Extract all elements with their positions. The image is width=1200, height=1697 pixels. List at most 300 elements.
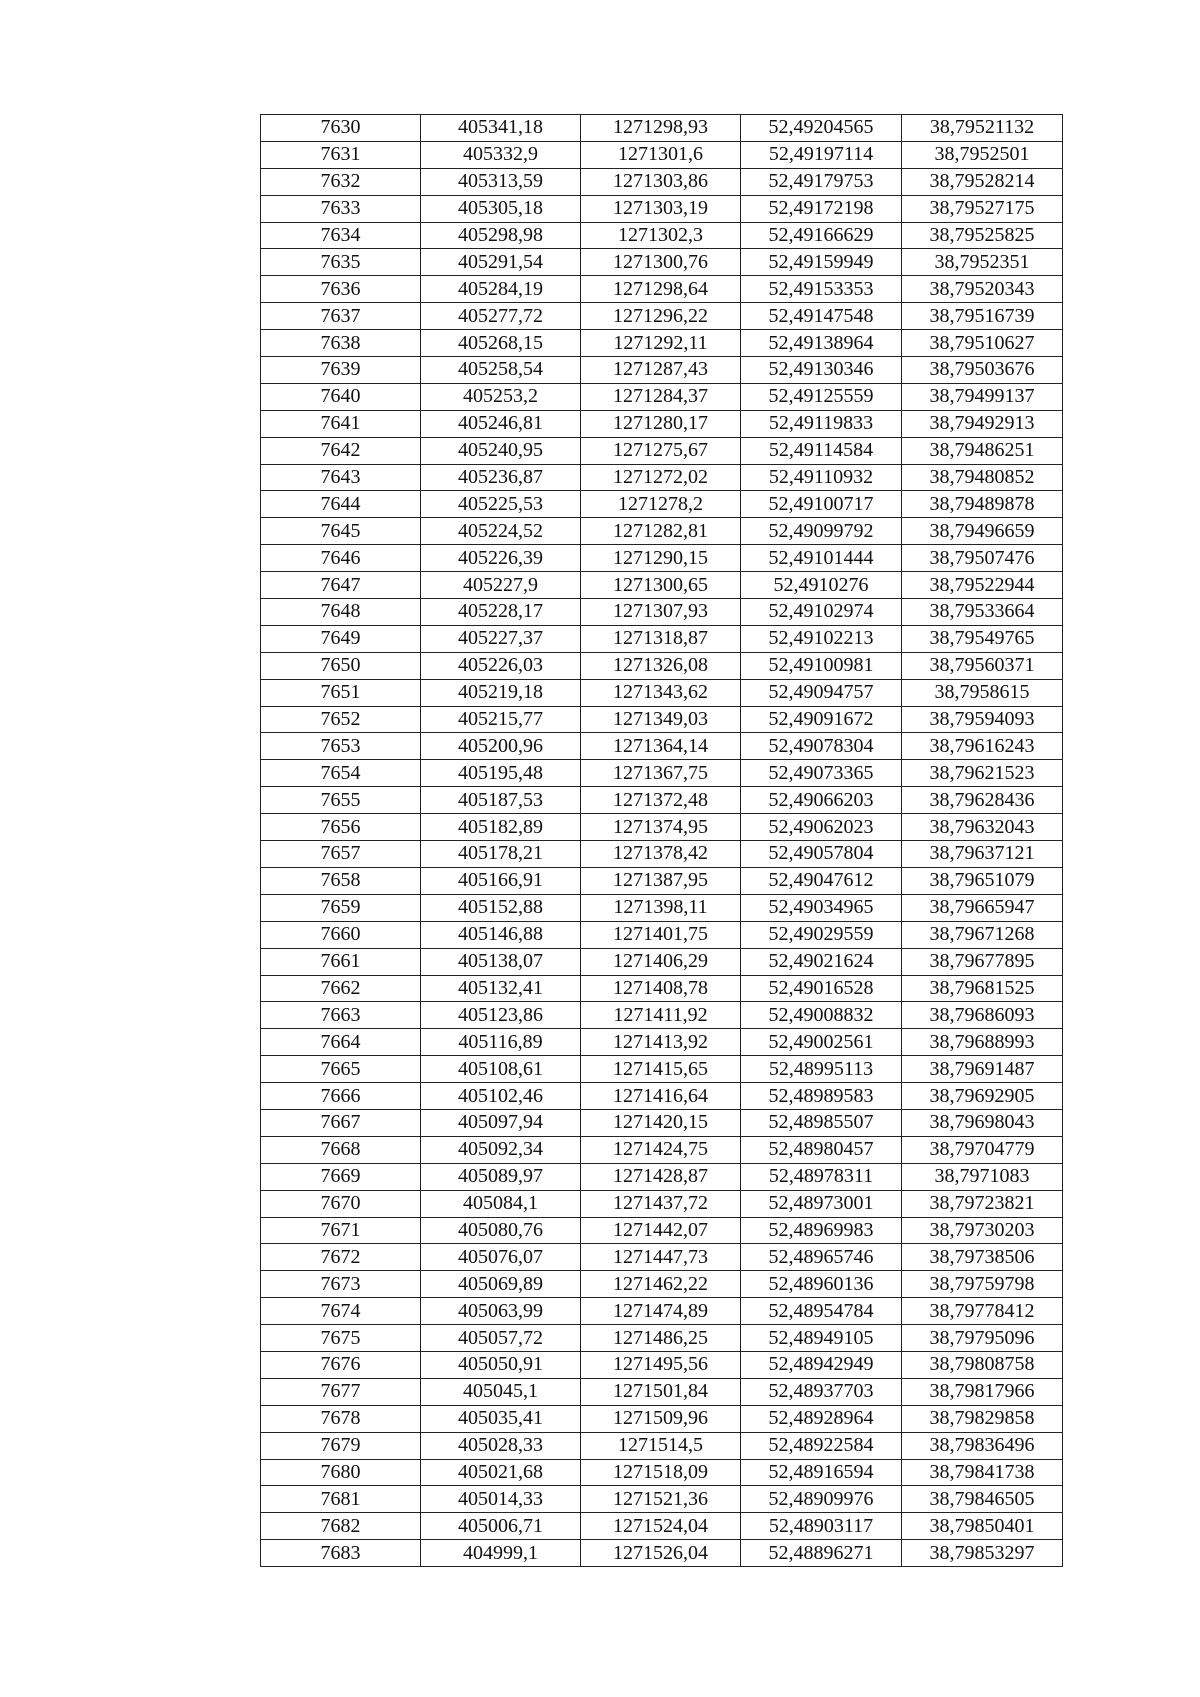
point-number-cell: 7675 xyxy=(261,1325,421,1352)
point-number-cell: 7659 xyxy=(261,894,421,921)
table-row xyxy=(261,1378,1063,1405)
x-coordinate-cell: 405146,88 xyxy=(421,921,581,948)
x-coordinate-cell: 405028,33 xyxy=(421,1432,581,1459)
y-coordinate-cell: 1271416,64 xyxy=(581,1083,741,1110)
y-coordinate-cell: 1271301,6 xyxy=(581,141,741,168)
table-row xyxy=(261,195,1063,222)
latitude-cell: 52,49029559 xyxy=(741,921,902,948)
longitude-cell: 38,79525825 xyxy=(902,222,1063,249)
point-number-cell: 7667 xyxy=(261,1109,421,1136)
longitude-cell: 38,79527175 xyxy=(902,195,1063,222)
y-coordinate-cell: 1271401,75 xyxy=(581,921,741,948)
x-coordinate-cell: 405006,71 xyxy=(421,1513,581,1540)
longitude-cell: 38,79836496 xyxy=(902,1432,1063,1459)
x-coordinate-cell: 405219,18 xyxy=(421,679,581,706)
y-coordinate-cell: 1271349,03 xyxy=(581,706,741,733)
table-row xyxy=(261,1271,1063,1298)
latitude-cell: 52,49094757 xyxy=(741,679,902,706)
table-row xyxy=(261,921,1063,948)
x-coordinate-cell: 405332,9 xyxy=(421,141,581,168)
x-coordinate-cell: 405236,87 xyxy=(421,464,581,491)
point-number-cell: 7681 xyxy=(261,1486,421,1513)
point-number-cell: 7633 xyxy=(261,195,421,222)
y-coordinate-cell: 1271372,48 xyxy=(581,787,741,814)
latitude-cell: 52,48928964 xyxy=(741,1405,902,1432)
x-coordinate-cell: 405195,48 xyxy=(421,760,581,787)
point-number-cell: 7634 xyxy=(261,222,421,249)
y-coordinate-cell: 1271524,04 xyxy=(581,1513,741,1540)
y-coordinate-cell: 1271292,11 xyxy=(581,330,741,357)
point-number-cell: 7643 xyxy=(261,464,421,491)
longitude-cell: 38,79817966 xyxy=(902,1378,1063,1405)
point-number-cell: 7665 xyxy=(261,1056,421,1083)
y-coordinate-cell: 1271378,42 xyxy=(581,841,741,868)
longitude-cell: 38,79665947 xyxy=(902,894,1063,921)
latitude-cell: 52,49062023 xyxy=(741,814,902,841)
x-coordinate-cell: 405045,1 xyxy=(421,1378,581,1405)
point-number-cell: 7632 xyxy=(261,168,421,195)
latitude-cell: 52,49172198 xyxy=(741,195,902,222)
longitude-cell: 38,79594093 xyxy=(902,706,1063,733)
x-coordinate-cell: 405057,72 xyxy=(421,1325,581,1352)
y-coordinate-cell: 1271298,64 xyxy=(581,276,741,303)
x-coordinate-cell: 405228,17 xyxy=(421,599,581,626)
table-row xyxy=(261,437,1063,464)
table-row xyxy=(261,249,1063,276)
latitude-cell: 52,48903117 xyxy=(741,1513,902,1540)
table-row xyxy=(261,491,1063,518)
latitude-cell: 52,49159949 xyxy=(741,249,902,276)
longitude-cell: 38,79521132 xyxy=(902,115,1063,142)
longitude-cell: 38,79496659 xyxy=(902,518,1063,545)
y-coordinate-cell: 1271296,22 xyxy=(581,303,741,330)
table-row xyxy=(261,1244,1063,1271)
longitude-cell: 38,79616243 xyxy=(902,733,1063,760)
y-coordinate-cell: 1271364,14 xyxy=(581,733,741,760)
longitude-cell: 38,79686093 xyxy=(902,1002,1063,1029)
table-row xyxy=(261,410,1063,437)
point-number-cell: 7658 xyxy=(261,867,421,894)
latitude-cell: 52,49091672 xyxy=(741,706,902,733)
latitude-cell: 52,48960136 xyxy=(741,1271,902,1298)
point-number-cell: 7631 xyxy=(261,141,421,168)
point-number-cell: 7680 xyxy=(261,1459,421,1486)
x-coordinate-cell: 405253,2 xyxy=(421,383,581,410)
x-coordinate-cell: 405246,81 xyxy=(421,410,581,437)
latitude-cell: 52,49021624 xyxy=(741,948,902,975)
latitude-cell: 52,49099792 xyxy=(741,518,902,545)
latitude-cell: 52,48954784 xyxy=(741,1298,902,1325)
table-row xyxy=(261,1298,1063,1325)
table-row xyxy=(261,814,1063,841)
y-coordinate-cell: 1271278,2 xyxy=(581,491,741,518)
longitude-cell: 38,79778412 xyxy=(902,1298,1063,1325)
point-number-cell: 7682 xyxy=(261,1513,421,1540)
y-coordinate-cell: 1271411,92 xyxy=(581,1002,741,1029)
y-coordinate-cell: 1271387,95 xyxy=(581,867,741,894)
longitude-cell: 38,79850401 xyxy=(902,1513,1063,1540)
longitude-cell: 38,79499137 xyxy=(902,383,1063,410)
x-coordinate-cell: 405084,1 xyxy=(421,1190,581,1217)
point-number-cell: 7679 xyxy=(261,1432,421,1459)
latitude-cell: 52,48909976 xyxy=(741,1486,902,1513)
latitude-cell: 52,49166629 xyxy=(741,222,902,249)
table-row xyxy=(261,841,1063,868)
x-coordinate-cell: 405102,46 xyxy=(421,1083,581,1110)
longitude-cell: 38,79677895 xyxy=(902,948,1063,975)
x-coordinate-cell: 405092,34 xyxy=(421,1136,581,1163)
x-coordinate-cell: 405224,52 xyxy=(421,518,581,545)
longitude-cell: 38,79489878 xyxy=(902,491,1063,518)
table-row xyxy=(261,1325,1063,1352)
longitude-cell: 38,79628436 xyxy=(902,787,1063,814)
coordinates-table-body xyxy=(261,115,1063,1567)
point-number-cell: 7636 xyxy=(261,276,421,303)
latitude-cell: 52,49034965 xyxy=(741,894,902,921)
y-coordinate-cell: 1271298,93 xyxy=(581,115,741,142)
x-coordinate-cell: 405200,96 xyxy=(421,733,581,760)
table-row xyxy=(261,303,1063,330)
latitude-cell: 52,48989583 xyxy=(741,1083,902,1110)
table-row xyxy=(261,115,1063,142)
longitude-cell: 38,79503676 xyxy=(902,357,1063,384)
latitude-cell: 52,48965746 xyxy=(741,1244,902,1271)
latitude-cell: 52,49119833 xyxy=(741,410,902,437)
y-coordinate-cell: 1271406,29 xyxy=(581,948,741,975)
y-coordinate-cell: 1271303,86 xyxy=(581,168,741,195)
table-row xyxy=(261,1351,1063,1378)
longitude-cell: 38,79528214 xyxy=(902,168,1063,195)
y-coordinate-cell: 1271415,65 xyxy=(581,1056,741,1083)
longitude-cell: 38,79730203 xyxy=(902,1217,1063,1244)
latitude-cell: 52,49153353 xyxy=(741,276,902,303)
latitude-cell: 52,48949105 xyxy=(741,1325,902,1352)
table-row xyxy=(261,706,1063,733)
longitude-cell: 38,79492913 xyxy=(902,410,1063,437)
latitude-cell: 52,49125559 xyxy=(741,383,902,410)
table-row xyxy=(261,1056,1063,1083)
point-number-cell: 7678 xyxy=(261,1405,421,1432)
longitude-cell: 38,79846505 xyxy=(902,1486,1063,1513)
x-coordinate-cell: 405215,77 xyxy=(421,706,581,733)
x-coordinate-cell: 405069,89 xyxy=(421,1271,581,1298)
y-coordinate-cell: 1271367,75 xyxy=(581,760,741,787)
point-number-cell: 7655 xyxy=(261,787,421,814)
latitude-cell: 52,49047612 xyxy=(741,867,902,894)
x-coordinate-cell: 405097,94 xyxy=(421,1109,581,1136)
table-row xyxy=(261,276,1063,303)
latitude-cell: 52,48995113 xyxy=(741,1056,902,1083)
x-coordinate-cell: 405182,89 xyxy=(421,814,581,841)
point-number-cell: 7645 xyxy=(261,518,421,545)
y-coordinate-cell: 1271514,5 xyxy=(581,1432,741,1459)
table-row xyxy=(261,518,1063,545)
y-coordinate-cell: 1271398,11 xyxy=(581,894,741,921)
longitude-cell: 38,79795096 xyxy=(902,1325,1063,1352)
point-number-cell: 7639 xyxy=(261,357,421,384)
latitude-cell: 52,48916594 xyxy=(741,1459,902,1486)
longitude-cell: 38,79549765 xyxy=(902,625,1063,652)
x-coordinate-cell: 405166,91 xyxy=(421,867,581,894)
table-row xyxy=(261,357,1063,384)
point-number-cell: 7671 xyxy=(261,1217,421,1244)
longitude-cell: 38,79723821 xyxy=(902,1190,1063,1217)
table-row xyxy=(261,1190,1063,1217)
y-coordinate-cell: 1271486,25 xyxy=(581,1325,741,1352)
point-number-cell: 7638 xyxy=(261,330,421,357)
longitude-cell: 38,79853297 xyxy=(902,1540,1063,1567)
point-number-cell: 7652 xyxy=(261,706,421,733)
latitude-cell: 52,49102213 xyxy=(741,625,902,652)
latitude-cell: 52,49100717 xyxy=(741,491,902,518)
point-number-cell: 7654 xyxy=(261,760,421,787)
point-number-cell: 7640 xyxy=(261,383,421,410)
y-coordinate-cell: 1271275,67 xyxy=(581,437,741,464)
table-row xyxy=(261,733,1063,760)
x-coordinate-cell: 405291,54 xyxy=(421,249,581,276)
table-row xyxy=(261,464,1063,491)
x-coordinate-cell: 405108,61 xyxy=(421,1056,581,1083)
point-number-cell: 7649 xyxy=(261,625,421,652)
x-coordinate-cell: 405298,98 xyxy=(421,222,581,249)
x-coordinate-cell: 405132,41 xyxy=(421,975,581,1002)
point-number-cell: 7668 xyxy=(261,1136,421,1163)
latitude-cell: 52,49179753 xyxy=(741,168,902,195)
point-number-cell: 7646 xyxy=(261,545,421,572)
x-coordinate-cell: 405268,15 xyxy=(421,330,581,357)
table-row xyxy=(261,1136,1063,1163)
x-coordinate-cell: 405187,53 xyxy=(421,787,581,814)
latitude-cell: 52,49008832 xyxy=(741,1002,902,1029)
latitude-cell: 52,48896271 xyxy=(741,1540,902,1567)
y-coordinate-cell: 1271326,08 xyxy=(581,652,741,679)
table-row xyxy=(261,222,1063,249)
longitude-cell: 38,79688993 xyxy=(902,1029,1063,1056)
x-coordinate-cell: 405227,37 xyxy=(421,625,581,652)
longitude-cell: 38,79759798 xyxy=(902,1271,1063,1298)
latitude-cell: 52,49057804 xyxy=(741,841,902,868)
latitude-cell: 52,49100981 xyxy=(741,652,902,679)
latitude-cell: 52,49002561 xyxy=(741,1029,902,1056)
table-row xyxy=(261,383,1063,410)
longitude-cell: 38,79480852 xyxy=(902,464,1063,491)
y-coordinate-cell: 1271428,87 xyxy=(581,1163,741,1190)
y-coordinate-cell: 1271303,19 xyxy=(581,195,741,222)
x-coordinate-cell: 405138,07 xyxy=(421,948,581,975)
y-coordinate-cell: 1271318,87 xyxy=(581,625,741,652)
table-row xyxy=(261,1109,1063,1136)
point-number-cell: 7642 xyxy=(261,437,421,464)
table-row xyxy=(261,545,1063,572)
y-coordinate-cell: 1271462,22 xyxy=(581,1271,741,1298)
y-coordinate-cell: 1271518,09 xyxy=(581,1459,741,1486)
y-coordinate-cell: 1271284,37 xyxy=(581,383,741,410)
table-row xyxy=(261,894,1063,921)
point-number-cell: 7670 xyxy=(261,1190,421,1217)
point-number-cell: 7663 xyxy=(261,1002,421,1029)
point-number-cell: 7662 xyxy=(261,975,421,1002)
point-number-cell: 7637 xyxy=(261,303,421,330)
x-coordinate-cell: 405035,41 xyxy=(421,1405,581,1432)
longitude-cell: 38,79671268 xyxy=(902,921,1063,948)
latitude-cell: 52,49130346 xyxy=(741,357,902,384)
y-coordinate-cell: 1271501,84 xyxy=(581,1378,741,1405)
point-number-cell: 7630 xyxy=(261,115,421,142)
table-row xyxy=(261,1432,1063,1459)
y-coordinate-cell: 1271420,15 xyxy=(581,1109,741,1136)
latitude-cell: 52,49110932 xyxy=(741,464,902,491)
latitude-cell: 52,48937703 xyxy=(741,1378,902,1405)
table-row xyxy=(261,572,1063,599)
y-coordinate-cell: 1271495,56 xyxy=(581,1351,741,1378)
point-number-cell: 7653 xyxy=(261,733,421,760)
table-row xyxy=(261,1459,1063,1486)
y-coordinate-cell: 1271442,07 xyxy=(581,1217,741,1244)
longitude-cell: 38,79507476 xyxy=(902,545,1063,572)
table-row xyxy=(261,599,1063,626)
y-coordinate-cell: 1271447,73 xyxy=(581,1244,741,1271)
point-number-cell: 7648 xyxy=(261,599,421,626)
y-coordinate-cell: 1271282,81 xyxy=(581,518,741,545)
x-coordinate-cell: 405014,33 xyxy=(421,1486,581,1513)
table-row xyxy=(261,1540,1063,1567)
latitude-cell: 52,48969983 xyxy=(741,1217,902,1244)
latitude-cell: 52,49102974 xyxy=(741,599,902,626)
point-number-cell: 7656 xyxy=(261,814,421,841)
longitude-cell: 38,79522944 xyxy=(902,572,1063,599)
x-coordinate-cell: 405076,07 xyxy=(421,1244,581,1271)
latitude-cell: 52,48942949 xyxy=(741,1351,902,1378)
point-number-cell: 7674 xyxy=(261,1298,421,1325)
longitude-cell: 38,7958615 xyxy=(902,679,1063,706)
table-row xyxy=(261,1405,1063,1432)
point-number-cell: 7661 xyxy=(261,948,421,975)
x-coordinate-cell: 405152,88 xyxy=(421,894,581,921)
coordinates-table xyxy=(260,114,1063,1567)
longitude-cell: 38,79510627 xyxy=(902,330,1063,357)
x-coordinate-cell: 405226,03 xyxy=(421,652,581,679)
longitude-cell: 38,7971083 xyxy=(902,1163,1063,1190)
longitude-cell: 38,79520343 xyxy=(902,276,1063,303)
table-row xyxy=(261,679,1063,706)
latitude-cell: 52,49114584 xyxy=(741,437,902,464)
x-coordinate-cell: 405080,76 xyxy=(421,1217,581,1244)
table-row xyxy=(261,625,1063,652)
table-row xyxy=(261,1486,1063,1513)
y-coordinate-cell: 1271302,3 xyxy=(581,222,741,249)
x-coordinate-cell: 405225,53 xyxy=(421,491,581,518)
y-coordinate-cell: 1271526,04 xyxy=(581,1540,741,1567)
table-row xyxy=(261,760,1063,787)
table-row xyxy=(261,948,1063,975)
latitude-cell: 52,48973001 xyxy=(741,1190,902,1217)
point-number-cell: 7641 xyxy=(261,410,421,437)
table-row xyxy=(261,975,1063,1002)
y-coordinate-cell: 1271509,96 xyxy=(581,1405,741,1432)
y-coordinate-cell: 1271290,15 xyxy=(581,545,741,572)
y-coordinate-cell: 1271521,36 xyxy=(581,1486,741,1513)
y-coordinate-cell: 1271300,65 xyxy=(581,572,741,599)
x-coordinate-cell: 405240,95 xyxy=(421,437,581,464)
longitude-cell: 38,79681525 xyxy=(902,975,1063,1002)
latitude-cell: 52,49073365 xyxy=(741,760,902,787)
latitude-cell: 52,49101444 xyxy=(741,545,902,572)
x-coordinate-cell: 404999,1 xyxy=(421,1540,581,1567)
table-row xyxy=(261,168,1063,195)
table-row xyxy=(261,1002,1063,1029)
x-coordinate-cell: 405305,18 xyxy=(421,195,581,222)
longitude-cell: 38,79516739 xyxy=(902,303,1063,330)
table-row xyxy=(261,1029,1063,1056)
table-row xyxy=(261,1163,1063,1190)
longitude-cell: 38,79637121 xyxy=(902,841,1063,868)
point-number-cell: 7644 xyxy=(261,491,421,518)
latitude-cell: 52,49066203 xyxy=(741,787,902,814)
y-coordinate-cell: 1271424,75 xyxy=(581,1136,741,1163)
table-row xyxy=(261,652,1063,679)
point-number-cell: 7650 xyxy=(261,652,421,679)
x-coordinate-cell: 405258,54 xyxy=(421,357,581,384)
point-number-cell: 7666 xyxy=(261,1083,421,1110)
y-coordinate-cell: 1271280,17 xyxy=(581,410,741,437)
y-coordinate-cell: 1271374,95 xyxy=(581,814,741,841)
x-coordinate-cell: 405277,72 xyxy=(421,303,581,330)
latitude-cell: 52,48980457 xyxy=(741,1136,902,1163)
y-coordinate-cell: 1271437,72 xyxy=(581,1190,741,1217)
point-number-cell: 7677 xyxy=(261,1378,421,1405)
longitude-cell: 38,79808758 xyxy=(902,1351,1063,1378)
latitude-cell: 52,48922584 xyxy=(741,1432,902,1459)
longitude-cell: 38,7952501 xyxy=(902,141,1063,168)
table-row xyxy=(261,141,1063,168)
latitude-cell: 52,49078304 xyxy=(741,733,902,760)
x-coordinate-cell: 405089,97 xyxy=(421,1163,581,1190)
latitude-cell: 52,49204565 xyxy=(741,115,902,142)
table-row xyxy=(261,1083,1063,1110)
latitude-cell: 52,48978311 xyxy=(741,1163,902,1190)
latitude-cell: 52,49147548 xyxy=(741,303,902,330)
longitude-cell: 38,79486251 xyxy=(902,437,1063,464)
longitude-cell: 38,79829858 xyxy=(902,1405,1063,1432)
point-number-cell: 7673 xyxy=(261,1271,421,1298)
longitude-cell: 38,79704779 xyxy=(902,1136,1063,1163)
x-coordinate-cell: 405063,99 xyxy=(421,1298,581,1325)
point-number-cell: 7683 xyxy=(261,1540,421,1567)
longitude-cell: 38,7952351 xyxy=(902,249,1063,276)
longitude-cell: 38,79738506 xyxy=(902,1244,1063,1271)
x-coordinate-cell: 405021,68 xyxy=(421,1459,581,1486)
longitude-cell: 38,79691487 xyxy=(902,1056,1063,1083)
latitude-cell: 52,49138964 xyxy=(741,330,902,357)
longitude-cell: 38,79651079 xyxy=(902,867,1063,894)
point-number-cell: 7672 xyxy=(261,1244,421,1271)
y-coordinate-cell: 1271343,62 xyxy=(581,679,741,706)
longitude-cell: 38,79698043 xyxy=(902,1109,1063,1136)
x-coordinate-cell: 405178,21 xyxy=(421,841,581,868)
longitude-cell: 38,79841738 xyxy=(902,1459,1063,1486)
point-number-cell: 7657 xyxy=(261,841,421,868)
point-number-cell: 7676 xyxy=(261,1351,421,1378)
x-coordinate-cell: 405313,59 xyxy=(421,168,581,195)
y-coordinate-cell: 1271408,78 xyxy=(581,975,741,1002)
table-row xyxy=(261,1217,1063,1244)
point-number-cell: 7647 xyxy=(261,572,421,599)
latitude-cell: 52,4910276 xyxy=(741,572,902,599)
y-coordinate-cell: 1271300,76 xyxy=(581,249,741,276)
longitude-cell: 38,79621523 xyxy=(902,760,1063,787)
x-coordinate-cell: 405050,91 xyxy=(421,1351,581,1378)
point-number-cell: 7660 xyxy=(261,921,421,948)
